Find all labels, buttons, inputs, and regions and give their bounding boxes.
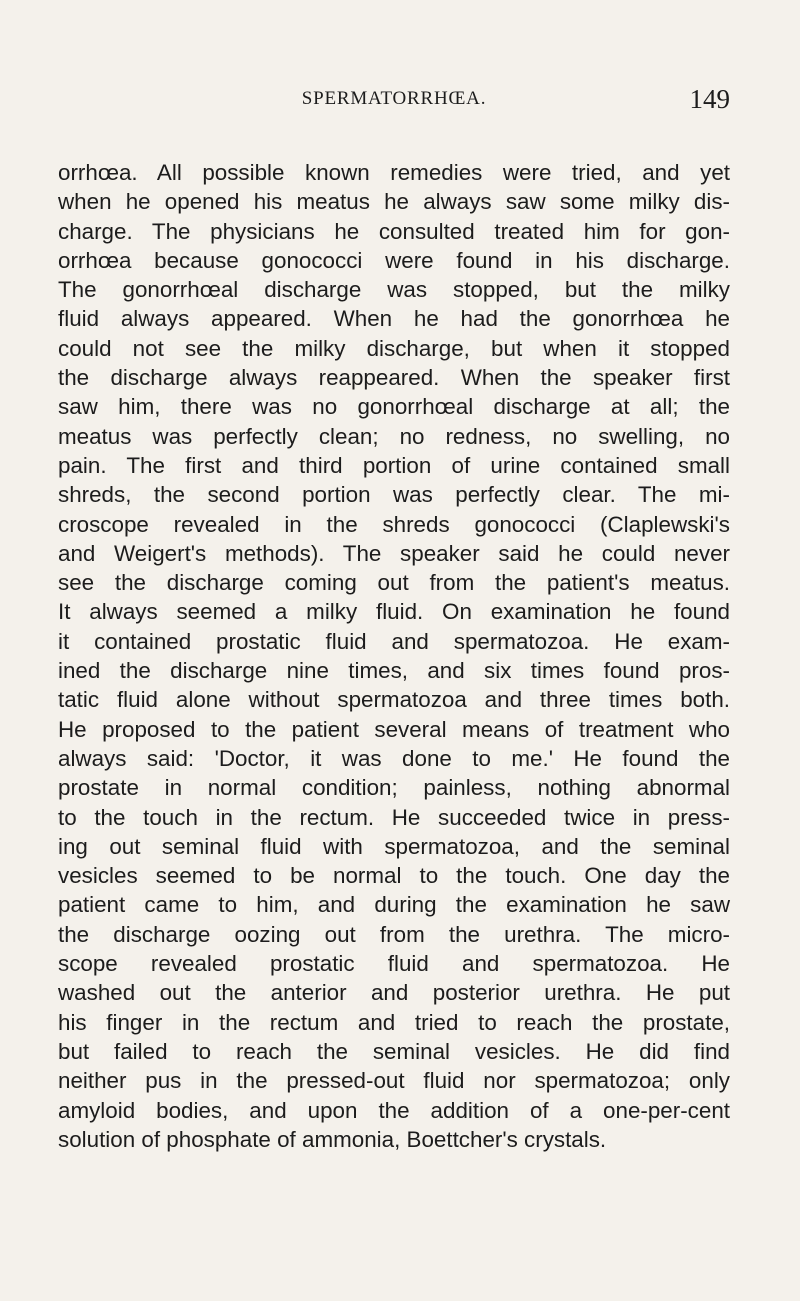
text-line: vesicles seemed to be normal to the touch. One day the bbox=[58, 863, 730, 889]
text-line: the discharge always reappeared. When the speaker first bbox=[58, 365, 730, 391]
text-line: charge. The physicians he consulted treated him for gon- bbox=[58, 218, 730, 244]
page-number: 149 bbox=[689, 84, 730, 114]
text-line: patient came to him, and during the examination he saw bbox=[58, 892, 730, 918]
text-line: tatic fluid alone without spermatozoa and three times both. bbox=[58, 687, 730, 713]
text-line: and Weigert's methods). The speaker said he could never bbox=[58, 540, 730, 566]
text-line: amyloid bodies, and upon the addition of a one-per-cent bbox=[58, 1097, 730, 1123]
page-header bbox=[58, 86, 730, 118]
text-line: croscope revealed in the shreds gonococci (Claplewski's bbox=[58, 511, 730, 537]
text-line: orrhœa because gonococci were found in his discharge. bbox=[58, 247, 730, 273]
body-text bbox=[58, 158, 730, 1154]
text-line: It always seemed a milky fluid. On examination he found bbox=[58, 599, 730, 625]
text-line: his finger in the rectum and tried to reach the prostate, bbox=[58, 1009, 730, 1035]
text-line: but failed to reach the seminal vesicles. He did find bbox=[58, 1038, 730, 1064]
text-line: ing out seminal fluid with spermatozoa, and the seminal bbox=[58, 833, 730, 859]
text-line: washed out the anterior and posterior urethra. He put bbox=[58, 980, 730, 1006]
text-line: prostate in normal condition; painless, nothing abnormal bbox=[58, 775, 730, 801]
text-line: solution of phosphate of ammonia, Boettcher's crystals. bbox=[58, 1126, 607, 1152]
text-line: ined the discharge nine times, and six times found pros- bbox=[58, 658, 730, 684]
text-line: the discharge oozing out from the urethra. The micro- bbox=[58, 921, 730, 947]
text-line: He proposed to the patient several means of treatment who bbox=[58, 716, 730, 742]
text-line: see the discharge coming out from the patient's meatus. bbox=[58, 570, 730, 596]
text-line: when he opened his meatus he always saw some milky dis- bbox=[58, 189, 730, 215]
text-line: fluid always appeared. When he had the gonorrhœa he bbox=[58, 306, 730, 332]
running-title: SPERMATORRHŒA. bbox=[301, 88, 487, 109]
text-line: could not see the milky discharge, but when it stopped bbox=[58, 335, 730, 361]
text-line: to the touch in the rectum. He succeeded twice in press- bbox=[58, 804, 730, 830]
text-line: it contained prostatic fluid and spermatozoa. He exam- bbox=[58, 628, 730, 654]
text-line: pain. The first and third portion of urine contained small bbox=[58, 452, 730, 478]
text-line: always said: 'Doctor, it was done to me.' He found the bbox=[58, 745, 730, 771]
text-line: orrhœa. All possible known remedies were tried, and yet bbox=[58, 160, 730, 185]
text-line: saw him, there was no gonorrhœal discharge at all; the bbox=[58, 394, 730, 420]
text-line: scope revealed prostatic fluid and spermatozoa. He bbox=[58, 951, 730, 977]
text-line: meatus was perfectly clean; no redness, no swelling, no bbox=[58, 423, 730, 449]
text-line: neither pus in the pressed-out fluid nor spermatozoa; only bbox=[58, 1068, 730, 1094]
text-line: shreds, the second portion was perfectly clear. The mi- bbox=[58, 482, 730, 508]
text-line: The gonorrhœal discharge was stopped, but the milky bbox=[58, 277, 730, 303]
